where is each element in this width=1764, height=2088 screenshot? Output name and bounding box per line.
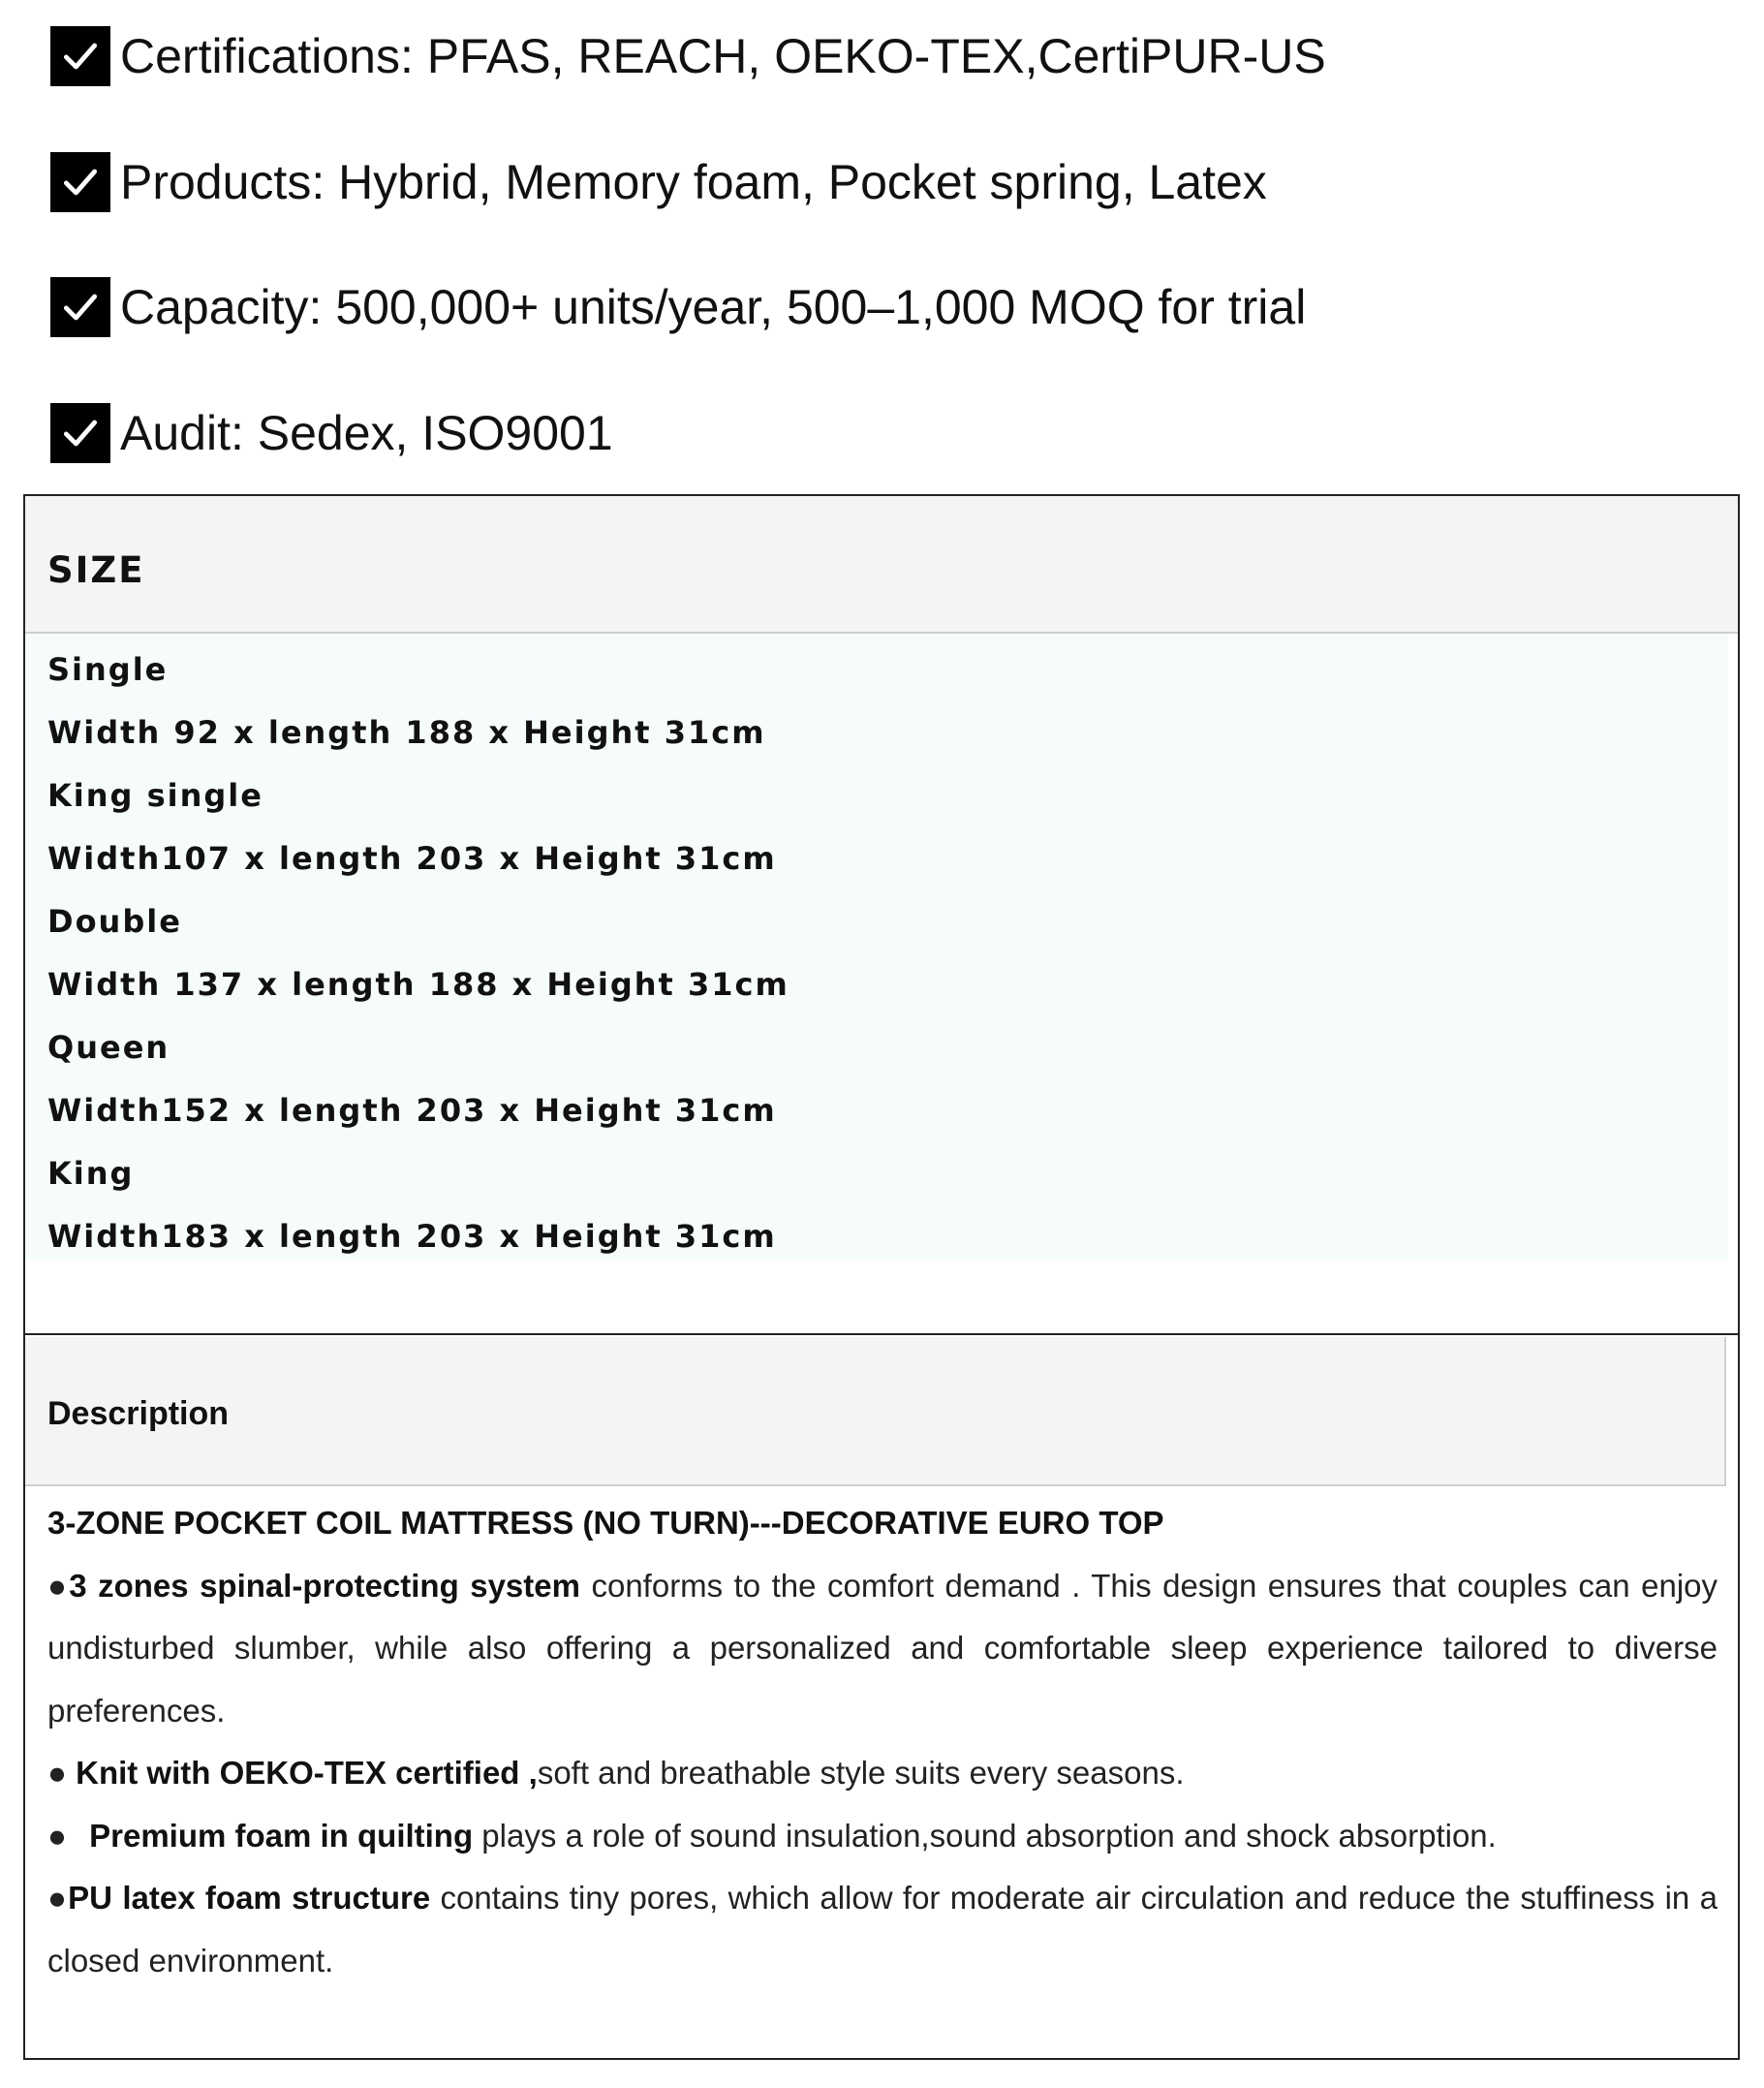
description-header: [25, 1337, 1726, 1486]
section-divider: [25, 1333, 1738, 1335]
checkbox-checked-icon: [50, 152, 110, 212]
size-dimensions: Width107 x length 203 x Height 31cm: [47, 840, 777, 877]
checklist-text: Certifications: PFAS, REACH, OEKO-TEX,CertiPUR-US: [120, 29, 1326, 83]
checklist-item: [50, 277, 1306, 337]
size-dimensions: Width 137 x length 188 x Height 31cm: [47, 966, 789, 1003]
checklist-text: Products: Hybrid, Memory foam, Pocket spring, Latex: [120, 155, 1267, 209]
checklist-item: [50, 26, 1326, 86]
size-list: [25, 634, 1728, 1260]
description-heading: Description: [47, 1395, 230, 1432]
checklist-text: Capacity: 500,000+ units/year, 500–1,000 MOQ for trial: [120, 280, 1307, 334]
bullet-icon: ●: [47, 1880, 69, 1916]
description-bullet: ●PU latex foam structure contains tiny pores, which allow for moderate air circulation and reduce the stuffiness in a closed environment.: [47, 1880, 1718, 1979]
checklist-item: [50, 403, 613, 463]
checklist-text: Audit: Sedex, ISO9001: [120, 406, 613, 460]
checkbox-checked-icon: [50, 403, 110, 463]
size-dimensions: Width183 x length 203 x Height 31cm: [47, 1218, 777, 1255]
description-title: 3-ZONE POCKET COIL MATTRESS (NO TURN)---DECORATIVE EURO TOP: [47, 1505, 1164, 1541]
size-dimensions: Width 92 x length 188 x Height 31cm: [47, 714, 766, 751]
size-name: King single: [47, 777, 263, 814]
bullet-icon: ●: [47, 1817, 77, 1854]
size-header: [25, 496, 1738, 634]
size-name: Single: [47, 651, 169, 688]
checkbox-checked-icon: [50, 277, 110, 337]
size-name: Double: [47, 903, 182, 940]
bullet-icon: ●: [47, 1567, 70, 1604]
description-body: [47, 1492, 1718, 1992]
description-bullet: ● Knit with OEKO-TEX certified ,soft and breathable style suits every seasons.: [47, 1755, 1185, 1791]
size-name: King: [47, 1155, 135, 1192]
size-dimensions: Width152 x length 203 x Height 31cm: [47, 1092, 777, 1129]
size-name: Queen: [47, 1029, 170, 1066]
spec-table: [23, 494, 1740, 2060]
bullet-icon: ●: [47, 1755, 77, 1791]
checkbox-checked-icon: [50, 26, 110, 86]
checklist-item: [50, 152, 1267, 212]
size-heading: SIZE: [47, 549, 145, 591]
description-bullet: ● Premium foam in quilting plays a role of sound insulation,sound absorption and shock absorption.: [47, 1817, 1497, 1854]
description-bullet: ●3 zones spinal-protecting system conforms to the comfort demand . This design ensures that couples can enjoy undisturbed slumber, while also offering a personalized and comfortable sleep experience tailored to diverse preferences.: [47, 1567, 1718, 1729]
